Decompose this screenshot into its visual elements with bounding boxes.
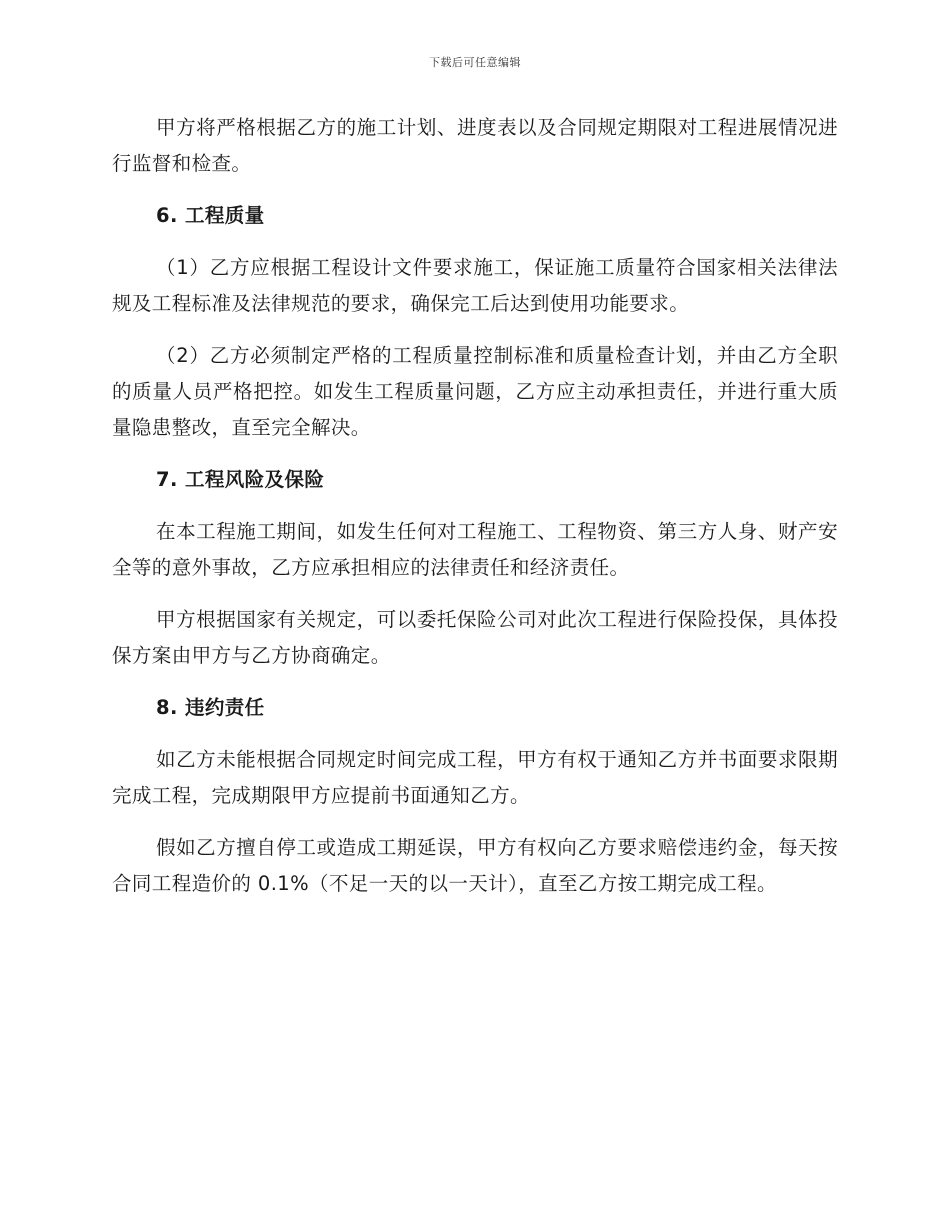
section-heading-quality: 6. 工程质量 — [156, 204, 265, 227]
header-note: 下载后可任意编辑 — [429, 56, 521, 69]
paragraph-quality-1: （1）乙方应根据工程设计文件要求施工，保证施工质量符合国家相关法律法规及工程标准及法律规范的要求，确保完工后达到使用功能要求。 — [112, 256, 838, 315]
paragraph-quality-2: （2）乙方必须制定严格的工程质量控制标准和质量检查计划，并由乙方全职的质量人员严格把控。如发生工程质量问题，乙方应主动承担责任，并进行重大质量隐患整改，直至完全解决。 — [112, 344, 838, 439]
paragraph-risk: 在本工程施工期间，如发生任何对工程施工、工程物资、第三方人身、财产安全等的意外事故，乙方应承担相应的法律责任和经济责任。 — [112, 520, 838, 579]
paragraph-breach-2: 假如乙方擅自停工或造成工期延误，甲方有权向乙方要求赔偿违约金，每天按合同工程造价的 0.1%（不足一天的以一天计），直至乙方按工期完成工程。 — [112, 836, 838, 895]
document-body — [112, 110, 838, 918]
section-heading-breach: 8. 违约责任 — [156, 696, 265, 719]
paragraph-insurance: 甲方根据国家有关规定，可以委托保险公司对此次工程进行保险投保，具体投保方案由甲方与乙方协商确定。 — [112, 608, 838, 667]
paragraph-breach-1: 如乙方未能根据合同规定时间完成工程，甲方有权于通知乙方并书面要求限期完成工程，完成期限甲方应提前书面通知乙方。 — [112, 748, 838, 807]
paragraph-supervision: 甲方将严格根据乙方的施工计划、进度表以及合同规定期限对工程进展情况进行监督和检查。 — [112, 116, 838, 175]
section-heading-risk-insurance: 7. 工程风险及保险 — [156, 468, 325, 491]
